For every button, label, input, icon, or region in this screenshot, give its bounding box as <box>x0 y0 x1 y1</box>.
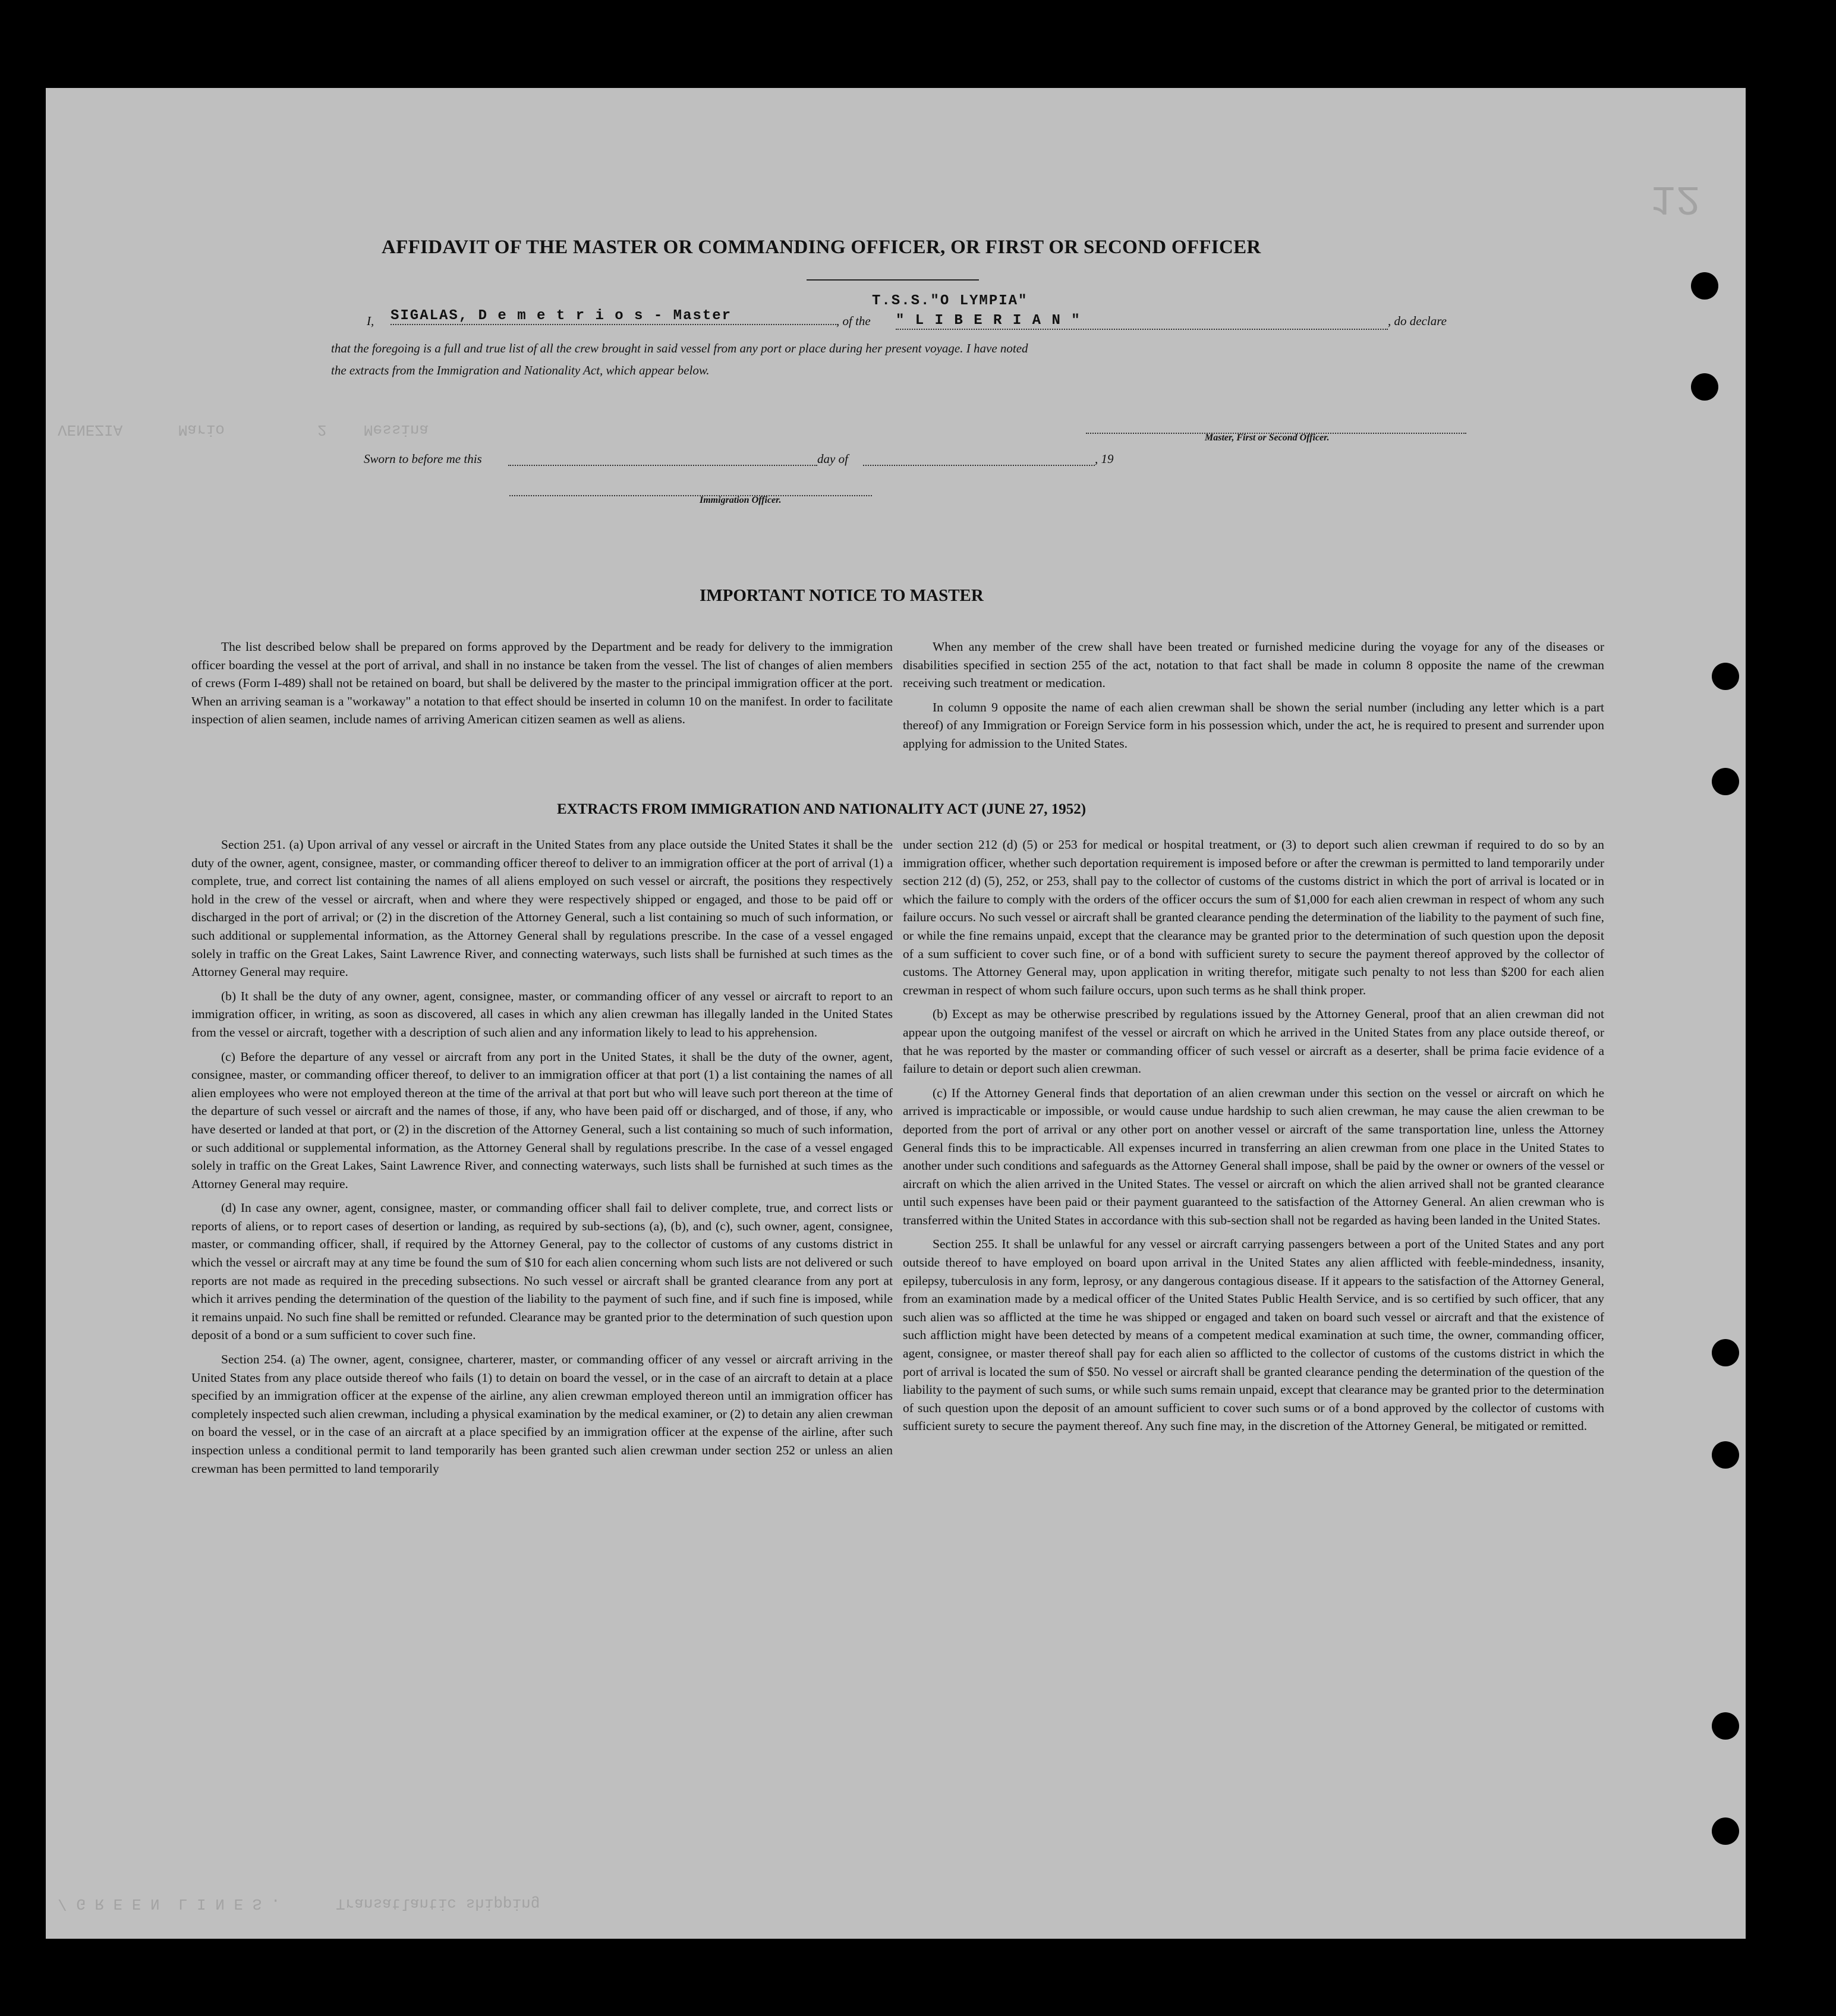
notice-right-paragraph: When any member of the crew shall have been treated or furnished medicine during the voyage for any of the diseases or disabilities specified in section 255 of the act, notation to that fact shall be made in column 8 opposite the name of the crewman receiving such treatment or medication. <box>903 640 1604 691</box>
master-caption: Master, First or Second Officer. <box>1205 433 1330 443</box>
extracts-left-column <box>191 836 893 1483</box>
notice-right-paragraph: In column 9 opposite the name of each alien crewman shall be shown the serial number (including any letter which is a part thereof) of any Immigration or Foreign Service form in his possession which, under the act, he is required to present and surrender upon applying for admission to the United States. <box>903 700 1604 751</box>
vessel-name-field: " L I B E R I A N " <box>896 313 1388 330</box>
of-the-label: , of the <box>836 314 871 328</box>
section-255: Section 255. It shall be unlawful for any vessel or aircraft carrying passengers between a port of the United States and any port outside thereof to have employed on board upon arrival in the United States any alien afflicted with feeble-mindedness, insanity, epilepsy, tuberculosis in any form, leprosy, or any dangerous contagious disease. If it appears to the satisfaction of the Attorney General, from an examination made by a medical officer of the United States Public Health Service, and is so certified by such officer, that any such alien was so afflicted at the time he was shipped or engaged and taken on board such vessel or aircraft and that the existence of such affliction might have been detected by means of a competent medical examination at such time, the owner, commanding officer, agent, consignee, or master thereof shall pay for each alien so afflicted to the collector of customs of the customs district in which the port of arrival is located the sum of $50. No vessel or aircraft shall be granted clearance pending the determination of the question of the liability to the payment of such sums, or while such sums remain unpaid, except that clearance may be granted prior to the determination of such question upon the deposit of an amount sufficient to cover such sums or of a bond approved by the collector of customs with sufficient surety to secure the payment thereof. Any such fine may, in the discretion of the Attorney General, be mitigated or remitted. <box>903 1237 1604 1434</box>
sworn-label: Sworn to before me this <box>364 452 482 466</box>
punch-hole <box>1691 272 1718 300</box>
declaration-prefix: I, <box>367 314 374 328</box>
day-of-label: day of <box>817 452 848 466</box>
punch-hole <box>1712 1712 1739 1740</box>
section-254a: Section 254. (a) The owner, agent, consignee, charterer, master, or commanding officer of any vessel or aircraft arriving in the United States from any place outside thereof who fails (1) to detain on board the vessel, or in the case of an aircraft to detain at a place specified by an immigration officer at the expense of the airline, any alien crewman employed thereon until an immigration officer has completely inspected such alien crewman, including a physical examination by the medical examiner, or (2) to detain any alien crewman on board the vessel, or in the case of an aircraft at a place specified by an immigration officer at the expense of the airline, after such inspection unless a conditional permit to land temporarily has been granted such alien crewman under section 252 or unless an alien crewman has been permitted to land temporarily <box>191 1352 893 1476</box>
master-name-field: SIGALAS, D e m e t r i o s - Master <box>390 308 836 325</box>
page-title: AFFIDAVIT OF THE MASTER OR COMMANDING OFFICER, OR FIRST OR SECOND OFFICER <box>382 237 1261 258</box>
do-declare-label: , do declare <box>1388 314 1447 328</box>
document-sheet <box>46 88 1746 1939</box>
bleed-through-text: / G R E E N L I N E S . Transatlantic shipping <box>58 1895 540 1913</box>
punch-hole <box>1712 1441 1739 1469</box>
punch-hole <box>1691 373 1718 401</box>
section-251b: (b) It shall be the duty of any owner, agent, consignee, master, or commanding officer of any vessel or aircraft to report to an immigration officer, in writing, as soon as discovered, all cases in which any alien crewman has illegally landed in the United States from the vessel or aircraft, together with a description of such alien and any information likely to lead to his apprehension. <box>191 988 893 1040</box>
notice-title: IMPORTANT NOTICE TO MASTER <box>700 586 984 605</box>
month-field <box>863 453 1095 466</box>
punch-hole <box>1712 663 1739 690</box>
declaration-line2: that the foregoing is a full and true list of all the crew brought in said vessel from any port or place during her present voyage. I have noted <box>331 341 1028 355</box>
punch-hole <box>1712 1817 1739 1845</box>
section-254b: (b) Except as may be otherwise prescribed by regulations issued by the Attorney General, proof that an alien crewman did not appear upon the outgoing manifest of the vessel or aircraft on which he arrived in the United States from any place outside thereof, or that he was reported by the master or commanding officer of such vessel or aircraft as a deserter, shall be prima facie evidence of a failure to detain or deport such alien crewman. <box>903 1007 1604 1076</box>
extracts-title: EXTRACTS FROM IMMIGRATION AND NATIONALITY ACT (JUNE 27, 1952) <box>557 801 1087 817</box>
section-251c: (c) Before the departure of any vessel or aircraft from any port in the United States, it shall be the duty of the owner, agent, consignee, master, or commanding officer thereof, to deliver to an immigration officer at that port (1) a list containing the names of all alien employees who were not employed thereon at the time of the arrival at that port but who will leave such port thereon at the time of the departure of such vessel or aircraft and the names of those, if any, who have been paid off or discharged, and of those, if any, who have deserted or landed at that port, or (2) in the discretion of the Attorney General, such a list containing so much of such information, or such additional or supplemental information, as the Attorney General shall by regulations prescribe. In the case of a vessel engaged solely in traffic on the Great Lakes, Saint Lawrence River, and connecting waterways, such lists shall be furnished at such times as the Attorney General may require. <box>191 1049 893 1191</box>
section-251d: (d) In case any owner, agent, consignee, master, or commanding officer shall fail to deliver complete, true, and correct lists or reports of aliens, or to report cases of desertion or landing, as required by sub-sections (a), (b), and (c), such owner, agent, consignee, master, or commanding officer, shall, if required by the Attorney General, pay to the collector of customs of any customs district in which the vessel or aircraft may at any time be found the sum of $10 for each alien concerning whom such lists are not delivered or such reports are not made as required in the preceding subsections. No such vessel or aircraft shall be granted clearance from any port at which it arrives pending the determination of the question of the liability to the payment of such fine, and if such fine is imposed, while it remains unpaid. No such fine shall be remitted or refunded. Clearance may be granted prior to the determination of such question upon deposit of a bond or a sum sufficient to cover such fine. <box>191 1201 893 1343</box>
punch-hole <box>1712 1339 1739 1366</box>
officer-signature-line <box>509 483 872 496</box>
bleed-through-text: VENEZIA Mario 2 Messina <box>58 421 429 439</box>
notice-right-column <box>903 638 1604 759</box>
bleed-through-text: 12 <box>1651 174 1701 221</box>
title-rule <box>807 279 979 281</box>
punch-hole <box>1712 768 1739 795</box>
section-254a-continued: under section 212 (d) (5) or 253 for medical or hospital treatment, or (3) to deport such alien crewman if required to do so by an immigration officer, whether such deportation requirement is imposed before or after the crewman is permitted to land temporarily under section 212 (d) (5), 252, or 253, shall pay to the collector of customs of the customs district in which the port of arrival is located or in which the failure to comply with the orders of the officer occurs the sum of $1,000 for each alien crewman in respect of whom any such failure occurs. No such vessel or aircraft shall be granted clearance pending the determination of the liability to the payment of such fine, or while the fine remains unpaid, except that the clearance may be granted prior to the determination of such question upon the deposit of a sum sufficient to cover such fine, or of a bond with sufficient surety to secure the payment thereof approved by the collector of customs. The Attorney General may, upon application in writing therefor, mitigate such penalty to not less than $200 for each alien crewman in respect of whom such failure occurs, upon such terms as he shall think proper. <box>903 837 1604 997</box>
notice-left-paragraph: The list described below shall be prepared on forms approved by the Department and be ready for delivery to the immigration officer boarding the vessel at the port of arrival, and shall in no instance be taken from the vessel. The list of changes of alien members of crews (Form I-489) shall not be retained on board, but shall be delivered by the master to the principal immigration officer at the port. When an arriving seaman is a "workaway" a notation to that effect should be inserted in column 10 on the manifest. In order to facilitate inspection of alien seamen, include names of arriving American citizen seamen as well as aliens. <box>191 640 893 727</box>
year-label: , 19 <box>1095 452 1114 466</box>
master-signature-line <box>1086 421 1466 434</box>
declaration-line3: the extracts from the Immigration and Nationality Act, which appear below. <box>331 363 710 377</box>
sworn-date-field <box>508 453 817 466</box>
officer-caption: Immigration Officer. <box>700 495 782 505</box>
vessel-name-line1: T.S.S."O LYMPIA" <box>872 293 1028 309</box>
section-251a: Section 251. (a) Upon arrival of any vessel or aircraft in the United States from any place outside the United States it shall be the duty of the owner, agent, consignee, master, or commanding officer thereof to deliver to an immigration officer at the port of arrival (1) a complete, true, and correct list containing the names of all aliens employed on such vessel or aircraft, the positions they respectively hold in the crew of the vessel or aircraft, when and where they were respectively shipped or engaged, and those to be paid off or discharged in the port of arrival; or (2) in the discretion of the Attorney General, such a list containing so much of such information, or such additional or supplemental information, as the Attorney General shall by regulations prescribe. In the case of a vessel engaged solely in traffic on the Great Lakes, Saint Lawrence River, and connecting waterways, such lists shall be furnished at such times as the Attorney General may require. <box>191 837 893 979</box>
notice-left-column <box>191 638 893 735</box>
section-254c: (c) If the Attorney General finds that deportation of an alien crewman under this section on the vessel or aircraft on which he arrived is impracticable or impossible, or would cause undue hardship to such alien crewman, he may cause the alien crewman to be deported from the port of arrival or any other port on another vessel or aircraft of the same transportation line, unless the Attorney General finds this to be impracticable. All expenses incurred in transferring an alien crewman from one place in the United States to another under such conditions and safeguards as the Attorney General shall impose, shall be paid by the owner or owners of the vessel or aircraft on which the alien arrived in the United States. The vessel or aircraft on which the alien arrived shall not be granted clearance until such expenses have been paid or their payment guaranteed to the satisfaction of the Attorney General. An alien crewman who is transferred within the United States in accordance with this sub-section shall not be regarded as having been landed in the United States. <box>903 1085 1604 1227</box>
extracts-right-column <box>903 836 1604 1441</box>
